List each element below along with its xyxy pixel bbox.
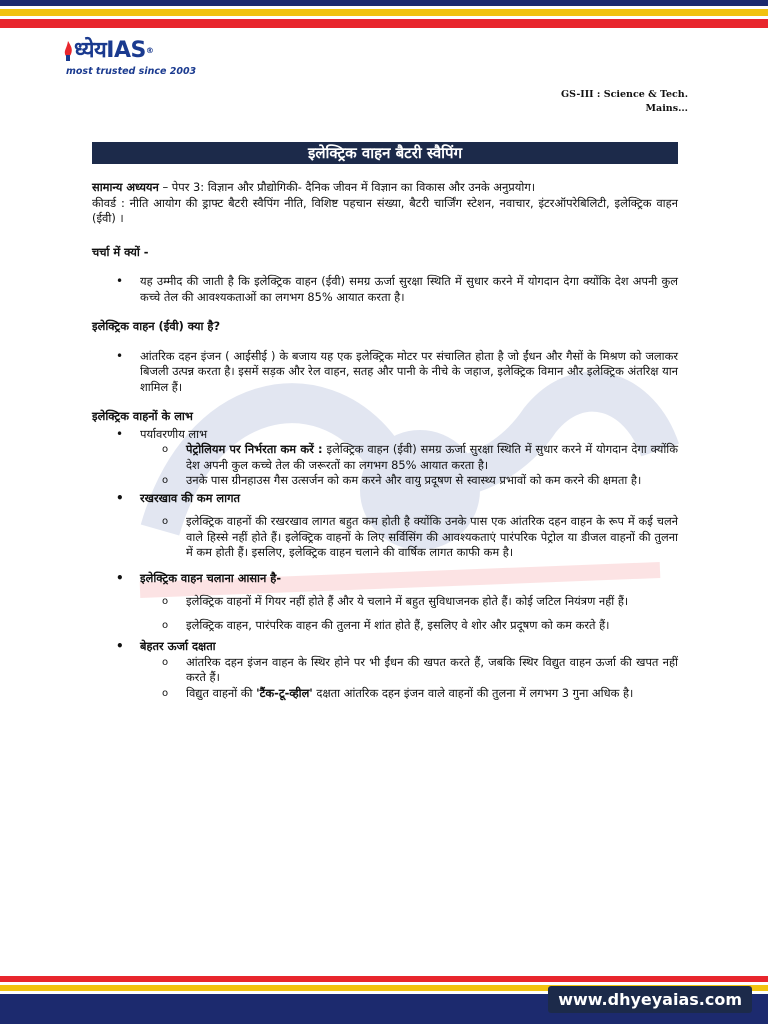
efficiency-item2-pre: विद्युत वाहनों की [186,685,257,700]
list-item [92,442,678,473]
list-item: • यह उम्मीद की जाती है कि इलेक्ट्रिक वाहन (ईवी) समग्र ऊर्जा सुरक्षा स्थिति में सुधार करने में योगदान देगा क्योंकि देश अपनी कुल कच्चे तेल की आवश्यकताओं का लगभग 85% आयात करता है। [92,274,678,305]
keywords-label: कीवर्ड : [92,195,125,210]
what-is-ev-list [92,349,678,396]
logo-brand-hindi: ध्येय [74,38,107,63]
why-news-list [92,274,678,305]
env-benefit-label: • पर्यावरणीय लाभ [92,427,678,443]
env-item1-bold: पेट्रोलियम पर निर्भरता कम करें : [186,442,323,456]
logo-brand [74,38,153,64]
easy-benefit-label: • इलेक्ट्रिक वाहन चलाना आसान है- [92,571,678,587]
syllabus-label: सामान्य अध्ययन [92,180,159,194]
maintenance-benefit-label: • रखरखाव की कम लागत [92,491,678,507]
keywords-text: नीति आयोग की ड्राफ्ट बैटरी स्वैपिंग नीति, विशिष्ट पहचान संख्या, बैटरी चार्जिंग स्टेशन, नवाचार, इंटरऑपरेबिलिटी, इलेक्ट्रिक वाहन (ईवी) । [92,195,678,225]
flame-icon [62,40,74,62]
efficiency-item2-post: दक्षता आंतरिक दहन इंजन वाले वाहनों की तुलना में लगभग 3 गुना अधिक है। [312,685,634,700]
list-item: o इलेक्ट्रिक वाहनों में गियर नहीं होते हैं और ये चलाने में बहुत सुविधाजनक होते हैं। कोई जटिल नियंत्रण नहीं हैं। [92,594,678,610]
what-is-ev-heading: इलेक्ट्रिक वाहन (ईवी) क्या है? [92,319,221,333]
page-title: इलेक्ट्रिक वाहन बैटरी स्वैपिंग [92,142,678,164]
document-body [92,180,678,701]
paper-meta [561,88,688,116]
syllabus-line [92,180,678,196]
list-item: o इलेक्ट्रिक वाहन, पारंपरिक वाहन की तुलना में शांत होते हैं, इसलिए वे शोर और प्रदूषण को कम करते हैं। [92,618,678,634]
why-news-heading: चर्चा में क्यों - [92,244,149,259]
paper-meta-line2: Mains... [645,103,688,114]
env-item1-text: इलेक्ट्रिक वाहन (ईवी) समग्र ऊर्जा सुरक्षा स्थिति में सुधार करने में योगदान देगा क्योंकि देश अपनी कुल कच्चे तेल की जरूरतों का लगभग 85% आयात करता है। [186,442,678,472]
footer-website-link[interactable]: www.dhyeyaias.com [548,986,752,1013]
brand-logo [62,38,202,86]
list-item: o आंतरिक दहन इंजन वाहन के स्थिर होने पर भी ईंधन की खपत करते हैं, जबकि स्थिर विद्युत वाहन ऊर्जा की खपत नहीं करते हैं। [92,655,678,686]
list-item: o उनके पास ग्रीनहाउस गैस उत्सर्जन को कम करने और वायु प्रदूषण से स्वास्थ्य प्रभावों को कम करने की क्षमता है। [92,473,678,489]
keywords-line [92,196,678,227]
efficiency-item2-bold: 'टैंक-टू-व्हील' [256,685,313,700]
paper-meta-line1: GS-III : Science & Tech. [561,89,688,100]
logo-brand-ias: IAS [106,38,146,63]
list-item: o इलेक्ट्रिक वाहनों की रखरखाव लागत बहुत कम होती है क्योंकि उनके पास एक आंतरिक दहन वाहन के रूप में कई चलने वाले हिस्से नहीं होते हैं। इलेक्ट्रिक वाहनों के लिए सर्विसिंग की आवश्यकताएं पारंपरिक पेट्रोल या डीजल वाहनों की तुलना में कम होती हैं। इसलिए, इलेक्ट्रिक वाहन चलाने की वार्षिक लागत काफी कम है। [92,514,678,561]
list-item: • आंतरिक दहन इंजन ( आईसीई ) के बजाय यह एक इलेक्ट्रिक मोटर पर संचालित होता है जो ईंधन और गैसों के मिश्रण को जलाकर बिजली उत्पन्न करता है। इसमें सड़क और रेल वाहन, सतह और पानी के नीचे के जहाज, इलेक्ट्रिक विमान और इलेक्ट्रिक अंतरिक्ष यान शामिल हैं। [92,349,678,396]
logo-registered-mark: ® [145,46,154,55]
efficiency-benefit-label: • बेहतर ऊर्जा दक्षता [92,639,678,655]
header-stripes [0,0,768,28]
logo-tagline: most trusted since 2003 [66,66,197,77]
list-item [92,686,678,702]
syllabus-text: – पेपर 3: विज्ञान और प्रौद्योगिकी- दैनिक जीवन में विज्ञान का विकास और उनके अनुप्रयोग। [158,180,536,194]
benefits-list [92,427,678,702]
benefits-heading: इलेक्ट्रिक वाहनों के लाभ [92,409,193,423]
